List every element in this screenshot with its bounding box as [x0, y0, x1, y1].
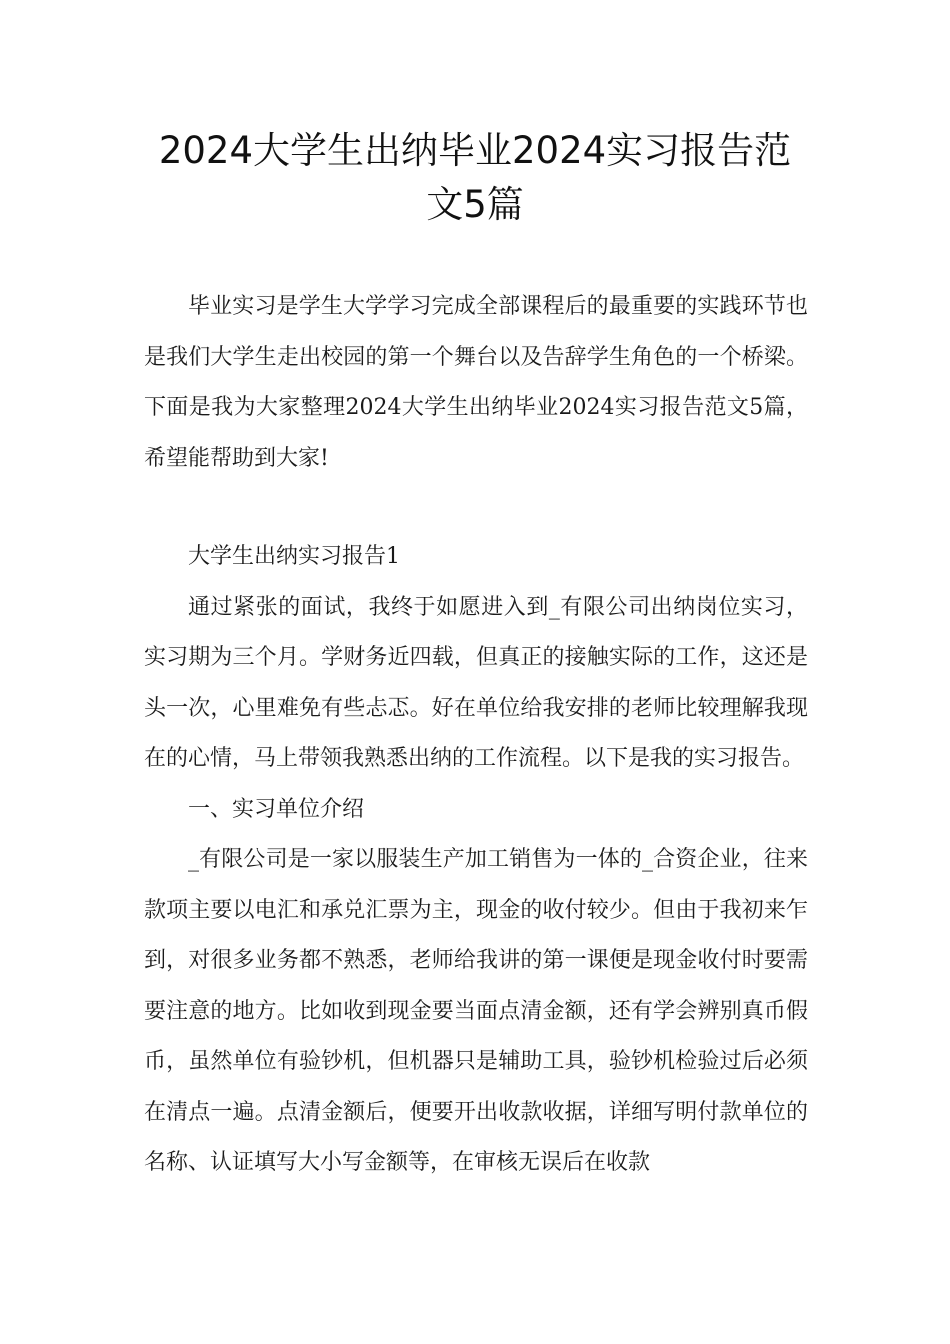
document-title [130, 124, 820, 232]
subheading-1: 一、实习单位介绍 [188, 796, 365, 822]
title-line-2: 文5篇 [426, 183, 524, 226]
document-body [144, 282, 808, 1189]
paragraph-2: _有限公司是一家以服装生产加工销售为一体的_合资企业，往来款项主要以电汇和承兑汇票为主，现金的收付较少。但由于我初来乍到，对很多业务都不熟悉，老师给我讲的第一课便是现金收付时要需要注意的地方。比如收到现金要当面点清金额，还有学会辨别真币假币，虽然单位有验钞机，但机器只是辅助工具，验钞机检验过后必须在清点一遍。点清金额后，便要开出收款收据，详细写明付款单位的名称、认证填写大小写金额等，在审核无误后在收款 [144, 847, 808, 1175]
paragraph-1: 通过紧张的面试，我终于如愿进入到_有限公司出纳岗位实习，实习期为三个月。学财务近四载，但真正的接触实际的工作，这还是头一次，心里难免有些忐忑。好在单位给我安排的老师比较理解我现在的心情，马上带领我熟悉出纳的工作流程。以下是我的实习报告。 [144, 594, 808, 771]
section-title: 大学生出纳实习报告1 [188, 544, 400, 569]
title-line-1: 2024大学生出纳毕业2024实习报告范 [158, 129, 792, 172]
intro-paragraph: 毕业实习是学生大学学习完成全部课程后的最重要的实践环节也是我们大学生走出校园的第一个舞台以及告辞学生角色的一个桥梁。下面是我为大家整理2024大学生出纳毕业2024实习报告范文5篇，希望能帮助到大家! [144, 294, 808, 471]
